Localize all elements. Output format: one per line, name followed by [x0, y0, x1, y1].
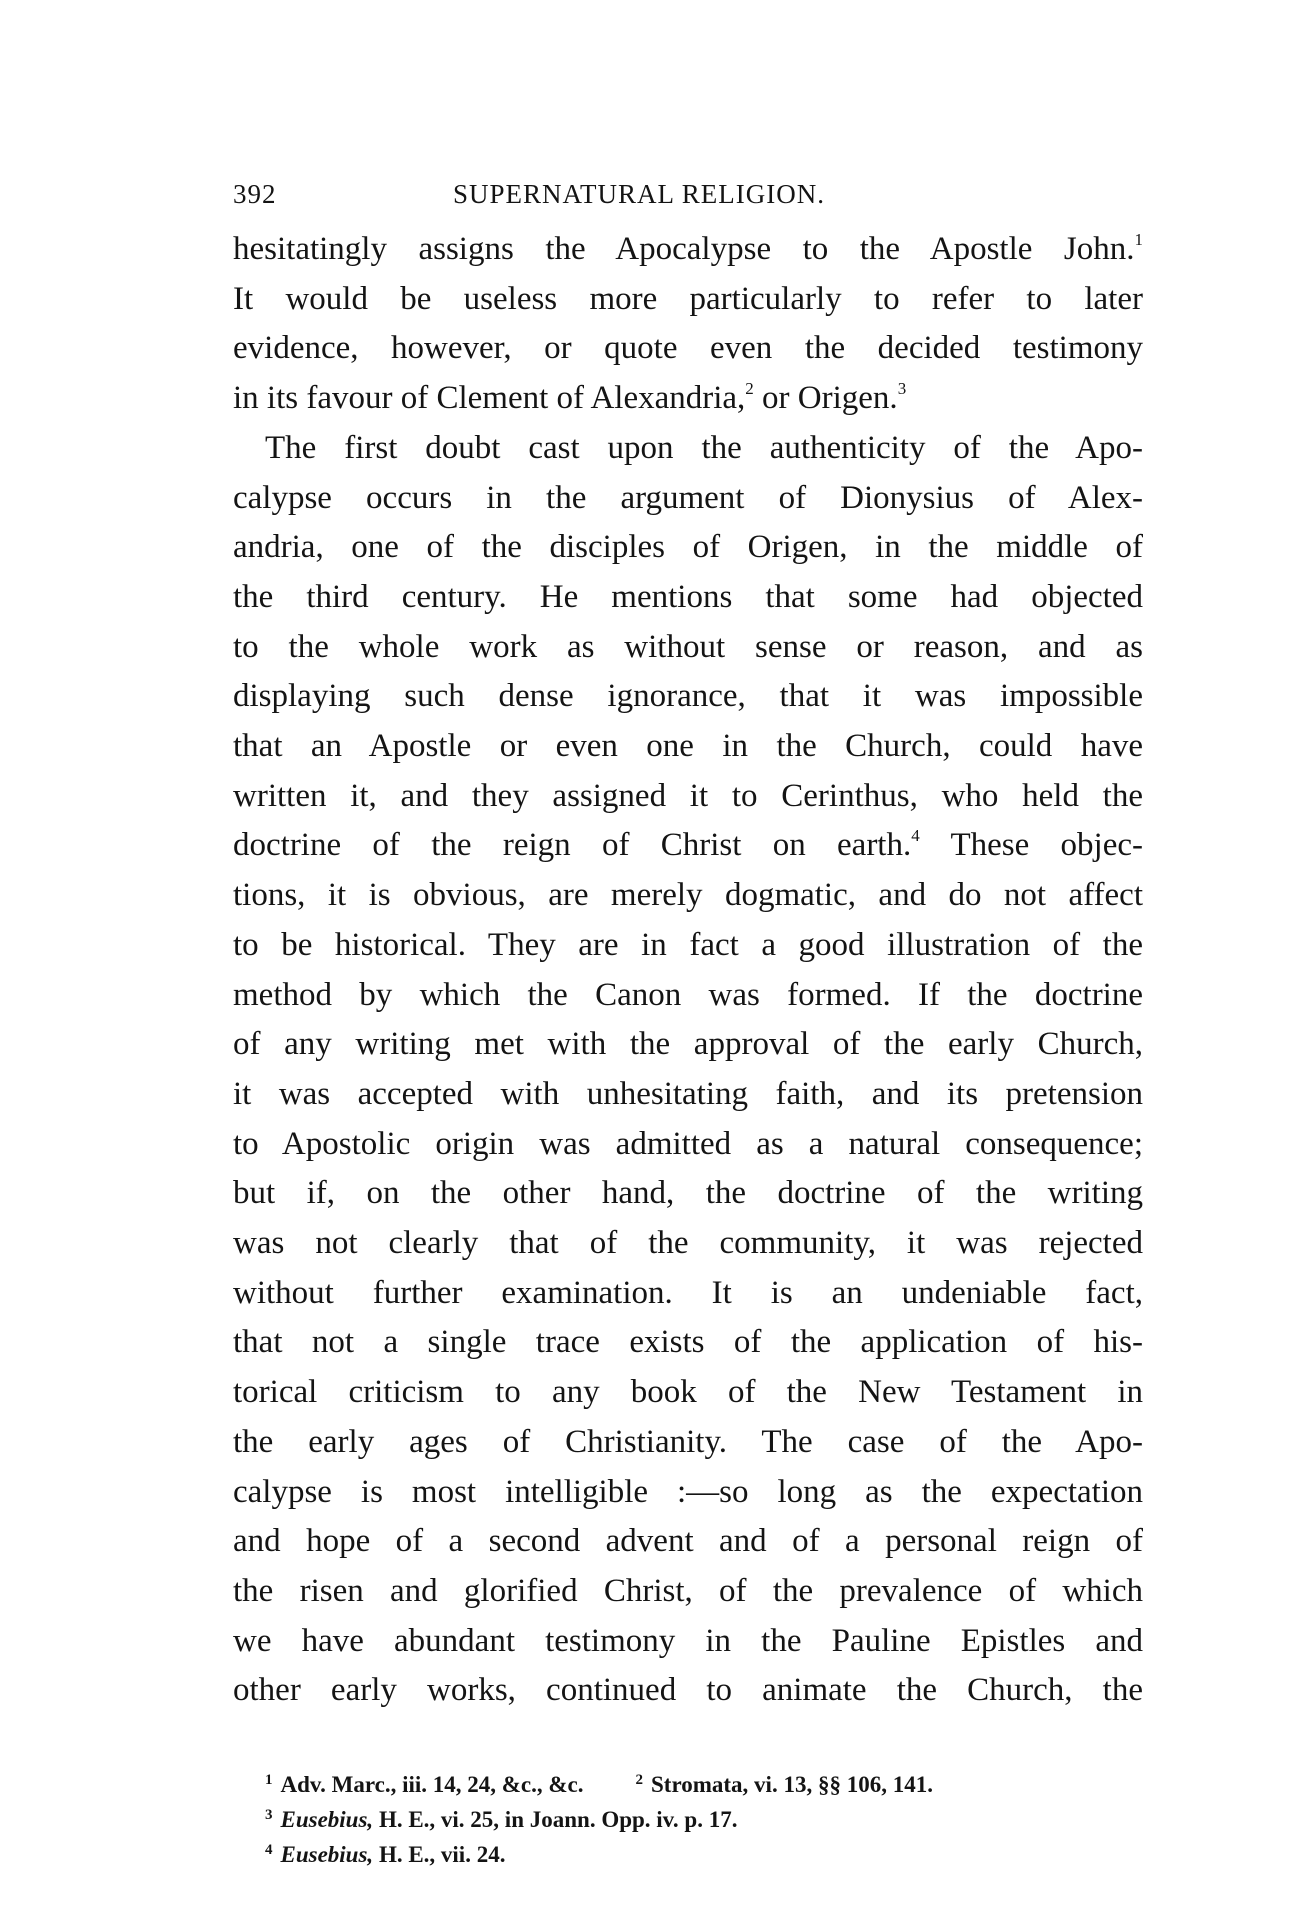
book-page [233, 165, 1143, 1867]
footnote-row [233, 1765, 1143, 1800]
running-title: SUPERNATURAL RELIGION. [453, 179, 825, 209]
text-line: of any writing met with the approval of the early Church, [233, 1026, 1143, 1063]
text-line: that not a single trace exists of the application of his- [233, 1324, 1143, 1361]
text-line: the early ages of Christianity. The case of the Apo- [233, 1423, 1143, 1460]
footnote-1 [233, 1765, 584, 1800]
text-line: to Apostolic origin was admitted as a natural consequence; [233, 1125, 1143, 1162]
text-line: tions, it is obvious, are merely dogmatic, and do not affect [233, 877, 1143, 914]
text-line [233, 821, 1143, 871]
text-line: that an Apostle or even one in the Church, could have [233, 728, 1143, 765]
text-fragment: hesitatingly assigns the Apocalypse to the Apostle John. [233, 231, 1135, 267]
text-line: but if, on the other hand, the doctrine of the writing [233, 1175, 1143, 1212]
text-line: was not clearly that of the community, it was rejected [233, 1225, 1143, 1262]
text-line: and hope of a second advent and of a personal reign of [233, 1523, 1143, 1560]
text-fragment: doctrine of the reign of Christ on earth. [233, 827, 912, 864]
text-line: It would be useless more particularly to refer to later [233, 280, 1143, 317]
footnote-text: Adv. Marc., iii. 14, 24, &c., &c. [280, 1772, 584, 1797]
footnote-row [233, 1800, 1143, 1835]
text-line [233, 225, 1143, 275]
footnote-ref: 1 [1134, 230, 1143, 249]
text-line: torical criticism to any book of the New Testament in [233, 1374, 1143, 1411]
text-line: The first doubt cast upon the authenticity of the Apo- [265, 429, 1143, 466]
footnote-text: H. E., vii. 24. [373, 1842, 506, 1867]
footnote-mark: 1 [265, 1772, 273, 1788]
text-line: we have abundant testimony in the Pauline Epistles and [233, 1622, 1143, 1659]
footnote-row [233, 1835, 1143, 1870]
footnote-3 [233, 1800, 737, 1835]
footnote-text: Stromata, vi. 13, §§ 106, 141. [651, 1772, 933, 1797]
footnote-mark: 2 [635, 1772, 643, 1788]
body-text [233, 225, 1143, 1716]
footnote-author: Eusebius, [280, 1807, 374, 1832]
text-line: it was accepted with unhesitating faith, and its pretension [233, 1075, 1143, 1112]
footnote-mark: 4 [265, 1842, 273, 1858]
text-line: the third century. He mentions that some had objected [233, 578, 1143, 615]
text-line: evidence, however, or quote even the decided testimony [233, 330, 1143, 367]
text-line: to the whole work as without sense or reason, and as [233, 628, 1143, 665]
footnote-2 [584, 1765, 933, 1800]
footnote-ref: 4 [911, 826, 920, 846]
footnote-ref: 3 [897, 379, 907, 399]
text-line: calypse occurs in the argument of Dionysius of Alex- [233, 479, 1143, 516]
page-header [233, 165, 1143, 225]
text-line: the risen and glorified Christ, of the prevalence of which [233, 1572, 1143, 1609]
footnote-4 [233, 1835, 505, 1870]
text-line: displaying such dense ignorance, that it was impossible [233, 678, 1143, 715]
text-line: without further examination. It is an undeniable fact, [233, 1274, 1143, 1311]
text-fragment: or Origen. [753, 380, 898, 417]
text-line: calypse is most intelligible :—so long as the expectation [233, 1473, 1143, 1510]
text-line: other early works, continued to animate the Church, the [233, 1672, 1143, 1709]
text-line: written it, and they assigned it to Cerinthus, who held the [233, 777, 1143, 814]
text-line [233, 374, 1143, 424]
text-line: andria, one of the disciples of Origen, in the middle of [233, 529, 1143, 566]
footnotes [233, 1765, 1143, 1870]
text-fragment: in its favour of Clement of Alexandria, [233, 380, 746, 417]
text-fragment: These objec- [919, 827, 1143, 864]
footnote-text: H. E., vi. 25, in Joann. Opp. iv. p. 17. [373, 1807, 738, 1832]
page-number: 392 [233, 179, 277, 209]
footnote-author: Eusebius, [280, 1842, 374, 1867]
footnote-mark: 3 [265, 1807, 273, 1823]
footnote-ref: 2 [745, 379, 754, 399]
text-line: method by which the Canon was formed. If the doctrine [233, 976, 1143, 1013]
text-line: to be historical. They are in fact a good illustration of the [233, 926, 1143, 963]
